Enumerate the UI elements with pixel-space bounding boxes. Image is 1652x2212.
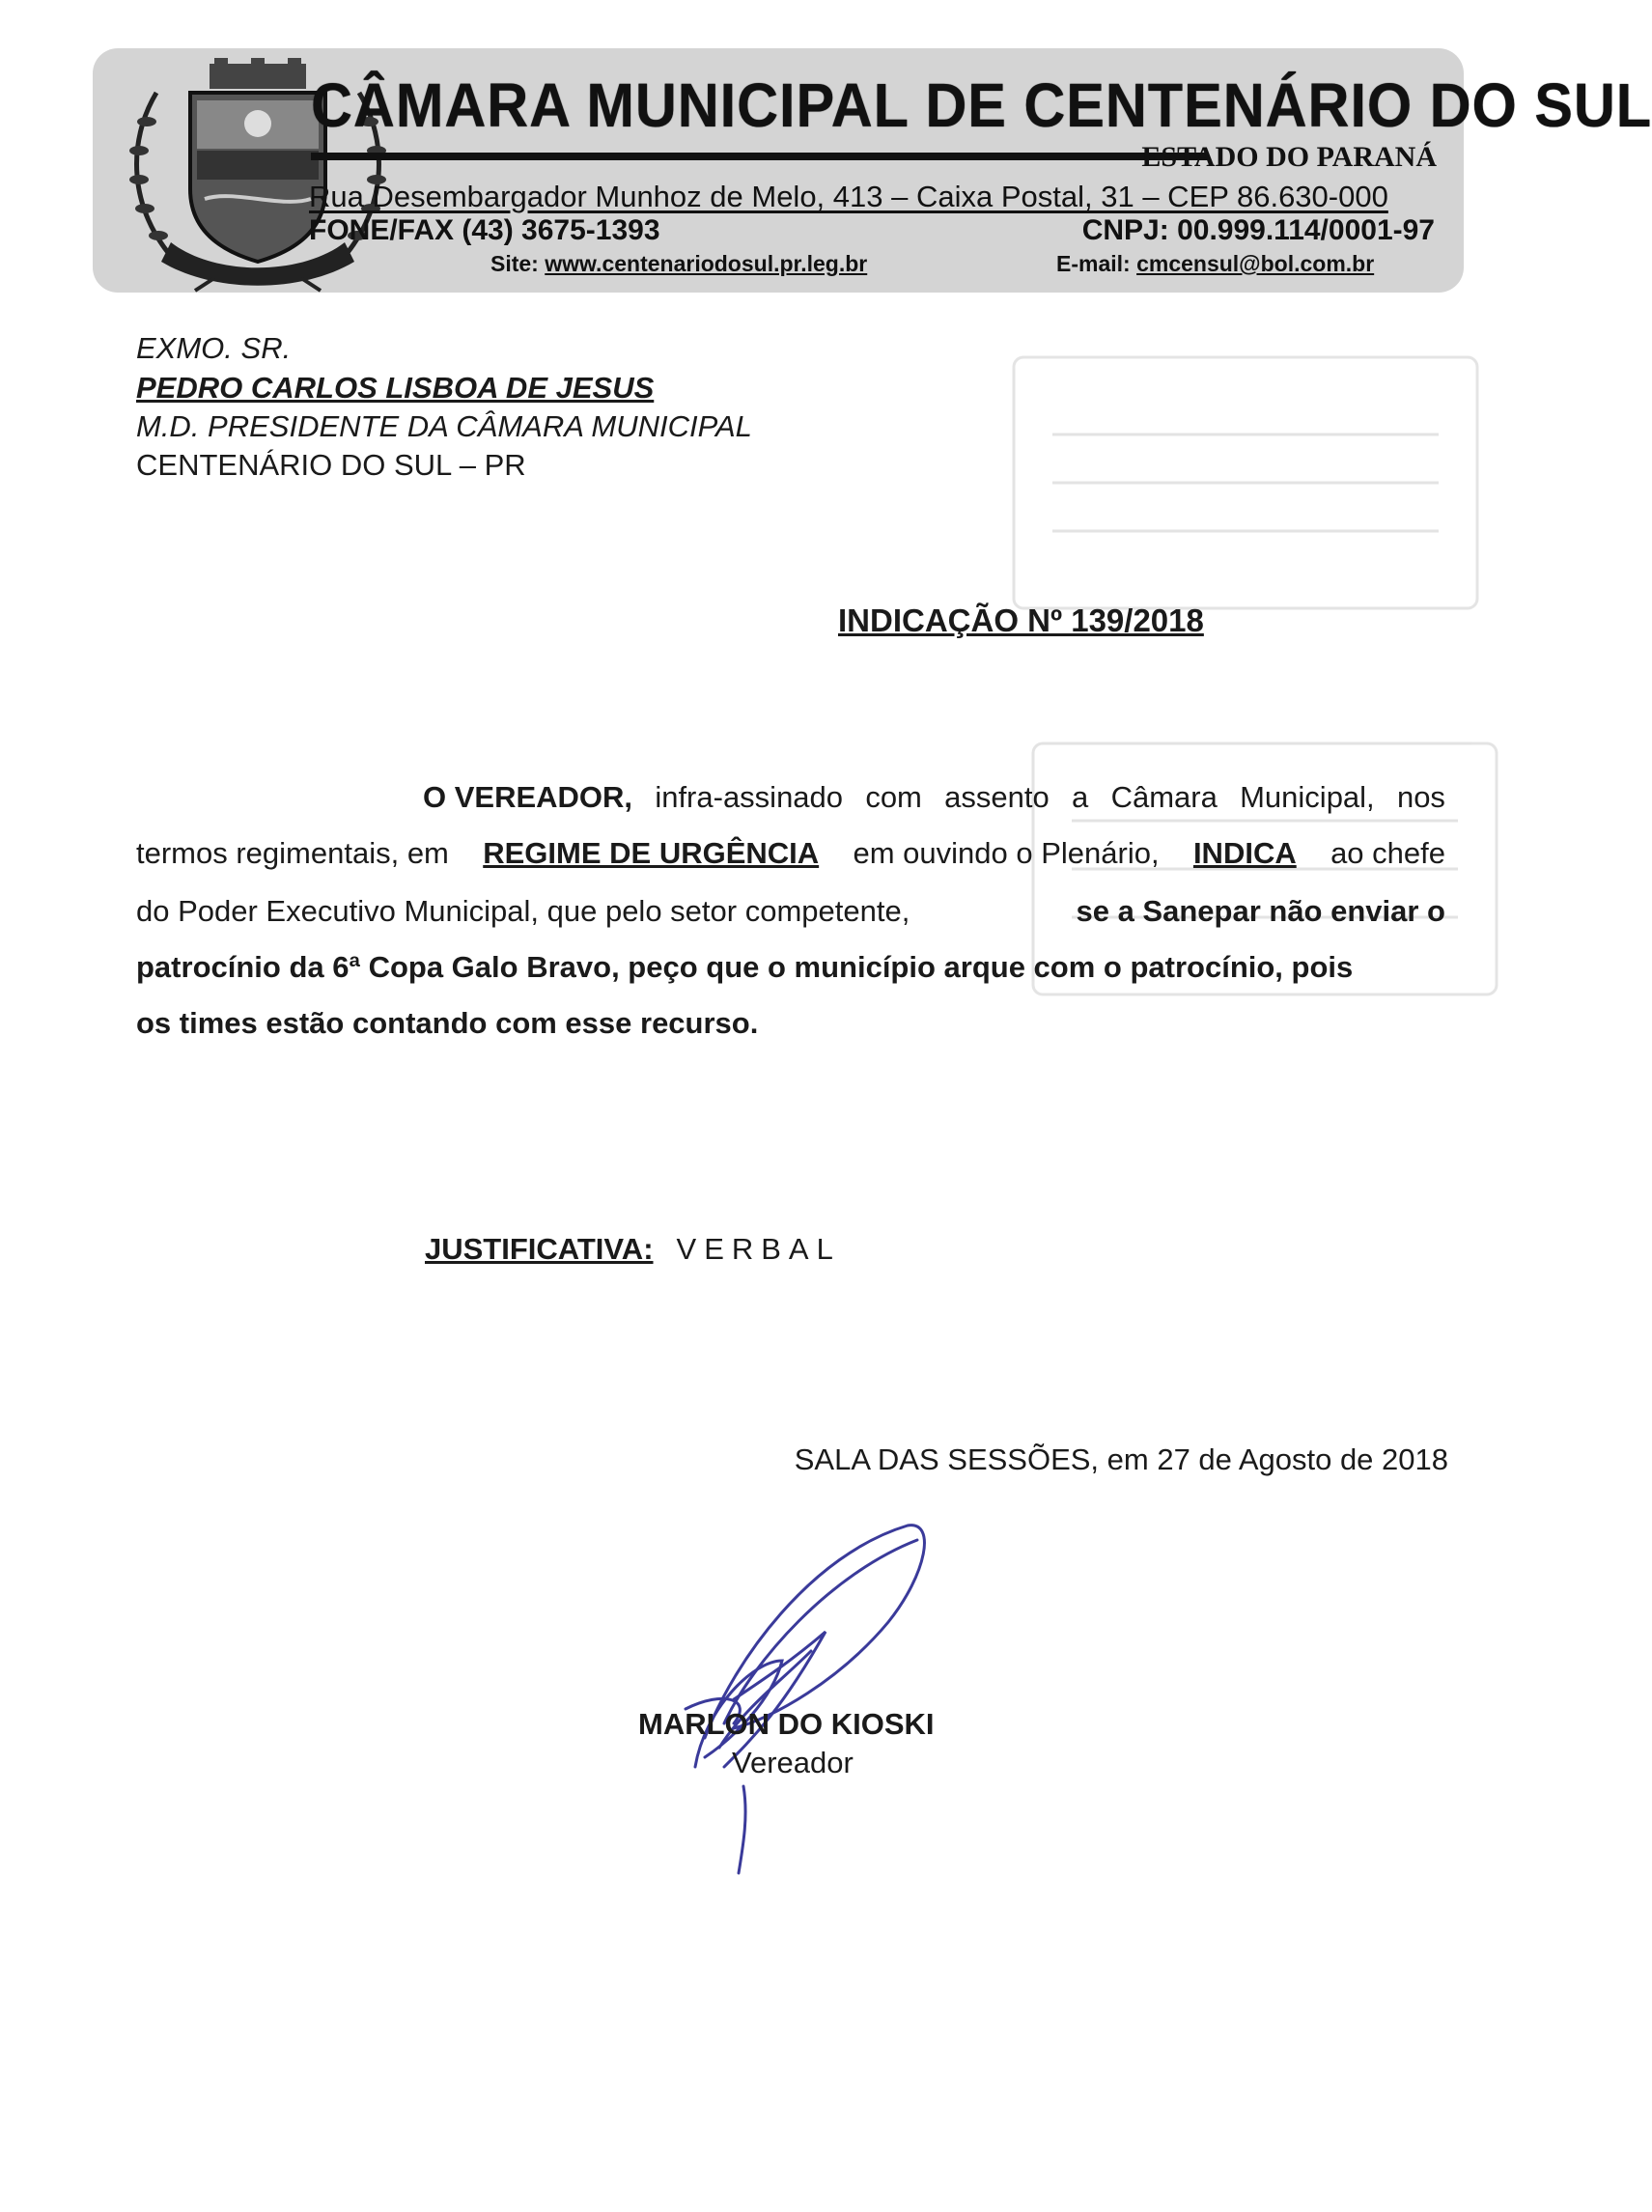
email-line [1056,251,1374,277]
phone-line: FONE/FAX (43) 3675-1393 [309,214,660,246]
body-vereador: O VEREADOR, [423,780,633,814]
justification-value: VERBAL [676,1232,841,1266]
body-line-1 [423,780,1445,815]
body-word: assento [944,780,1050,814]
place-date: SALA DAS SESSÕES, em 27 de Agosto de 2018 [794,1442,1448,1476]
state-name: ESTADO DO PARANÁ [1141,141,1437,173]
site-link[interactable]: www.centenariodosul.pr.leg.br [545,251,868,276]
body-word: Câmara [1110,780,1218,814]
body-line-3 [136,894,1445,929]
body-text: em ouvindo o Plenário, [853,836,1160,870]
body-line-2 [136,836,1445,871]
document-title: INDICAÇÃO Nº 139/2018 [838,602,1204,638]
justification [425,1232,841,1267]
handwritten-signature-icon [666,1516,956,1883]
body-request-bold: os times estão contando com esse recurso. [136,1006,759,1040]
body-request-bold: patrocínio da 6ª Copa Galo Bravo, peço que o município arque com o patrocínio, pois [136,950,1354,984]
address-line: Rua Desembargador Munhoz de Melo, 413 – Caixa Postal, 31 – CEP 86.630-000 [309,180,1388,213]
body-text: do Poder Executivo Municipal, que pelo setor competente, [136,894,910,928]
body-word: infra-assinado [655,780,844,814]
letterhead [93,48,1652,293]
body-text: termos regimentais, em [136,836,449,870]
email-link[interactable]: cmcensul@bol.com.br [1136,251,1375,276]
body-line-5 [136,1006,1445,1041]
justification-label: JUSTIFICATIVA: [425,1232,654,1266]
site-label: Site: [490,251,546,276]
addressee-city: CENTENÁRIO DO SUL – PR [136,448,526,482]
site-line [490,251,867,277]
body-word: Municipal, [1240,780,1375,814]
organization-title: CÂMARA MUNICIPAL DE CENTENÁRIO DO SUL [311,70,1652,140]
body-indica: INDICA [1192,836,1297,870]
body-text: ao chefe [1330,836,1445,870]
body-word: a [1072,780,1089,814]
body-regime-urgencia: REGIME DE URGÊNCIA [483,836,820,870]
stamp-ghost-icon [994,319,1516,1207]
addressee-salutation: EXMO. SR. [136,331,292,365]
addressee-name: PEDRO CARLOS LISBOA DE JESUS [136,371,655,405]
addressee-position: M.D. PRESIDENTE DA CÂMARA MUNICIPAL [136,409,752,443]
body-word: com [865,780,922,814]
cnpj-line: CNPJ: 00.999.114/0001-97 [1081,214,1435,246]
email-label: E-mail: [1056,251,1137,276]
title-rule [311,153,1209,160]
body-word: nos [1396,780,1445,814]
signer-role: Vereador [732,1746,854,1779]
signer-name: MARLON DO KIOSKI [638,1707,935,1741]
body-line-4 [136,950,1445,985]
body-request-bold: se a Sanepar não enviar o [1076,894,1445,928]
